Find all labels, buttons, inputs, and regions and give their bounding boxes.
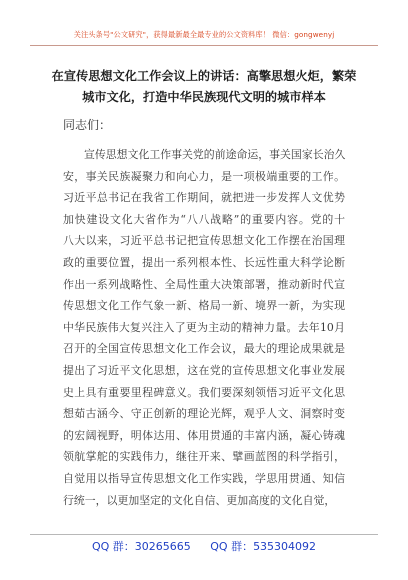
greeting: 同志们： (63, 118, 112, 132)
body-line: 作出一系列战略性、全局性重大决策部署，推动新时代宣 (63, 277, 345, 291)
footer (0, 538, 408, 554)
body-line: 自觉用以指导宣传思想文化工作实践，学思用贯通、知信 (63, 471, 345, 485)
header-banner-text: 关注头条号"公文研究"，获得最新最全最专业的公文资料库！ 微信：gongwenyj (73, 30, 335, 39)
body-line: 召开的全国宣传思想文化工作会议，最大的理论成果就是 (63, 342, 345, 356)
body-line: 提出了习近平文化思想，这在党的宣传思想文化事业发展 (63, 363, 345, 377)
body-line: 宣传思想文化工作事关党的前途命运，事关国家长治久 (84, 148, 346, 161)
body-line: 行统一，以更加坚定的文化自信、更加高度的文化自觉， (63, 493, 336, 507)
document-title (50, 66, 358, 108)
body-line: 传思想文化工作气象一新、格局一新、境界一新，为实现 (63, 299, 345, 313)
header-divider (30, 45, 378, 46)
header-banner (0, 0, 408, 48)
body-line: 政的重要位置，提出一系列根本性、长远性重大科学论断 (63, 255, 345, 269)
body-line: 想茹古涵今、守正创新的理论光辉，观乎人文、洞察时变 (63, 407, 345, 421)
body-line: 习近平总书记在我省工作期间，就把进一步发挥人文优势 (63, 191, 345, 205)
body-line: 史上具有重要里程碑意义。我们要深刻领悟习近平文化思 (63, 385, 345, 399)
footer-divider (30, 534, 378, 535)
body-line: 的宏阔视野，明体达用、体用贯通的丰富内涵，凝心铸魂 (63, 428, 345, 442)
body-line: 八大以来，习近平总书记把宣传思想文化工作摆在治国理 (63, 234, 345, 248)
footer-qq-group-2: QQ 群：535304092 (210, 540, 317, 553)
document-body (63, 144, 345, 511)
body-line: 中华民族伟大复兴注入了更为主动的精神力量。去年10月 (63, 320, 345, 334)
footer-qq-group-1: QQ 群：30265665 (91, 540, 191, 553)
body-line: 加快建设文化大省作为“八八战略”的重要内容。党的十 (63, 212, 345, 226)
title-line: 城市文化，打造中华民族现代文明的城市样本 (82, 90, 326, 104)
title-line: 在宣传思想文化工作会议上的讲话：高擎思想火炬，繁荣 (51, 69, 357, 83)
body-line: 领航掌舵的实践伟力，继往开来、擘画蓝图的科学指引， (63, 450, 345, 464)
body-line: 安，事关民族凝聚力和向心力，是一项极端重要的工作。 (63, 169, 345, 183)
